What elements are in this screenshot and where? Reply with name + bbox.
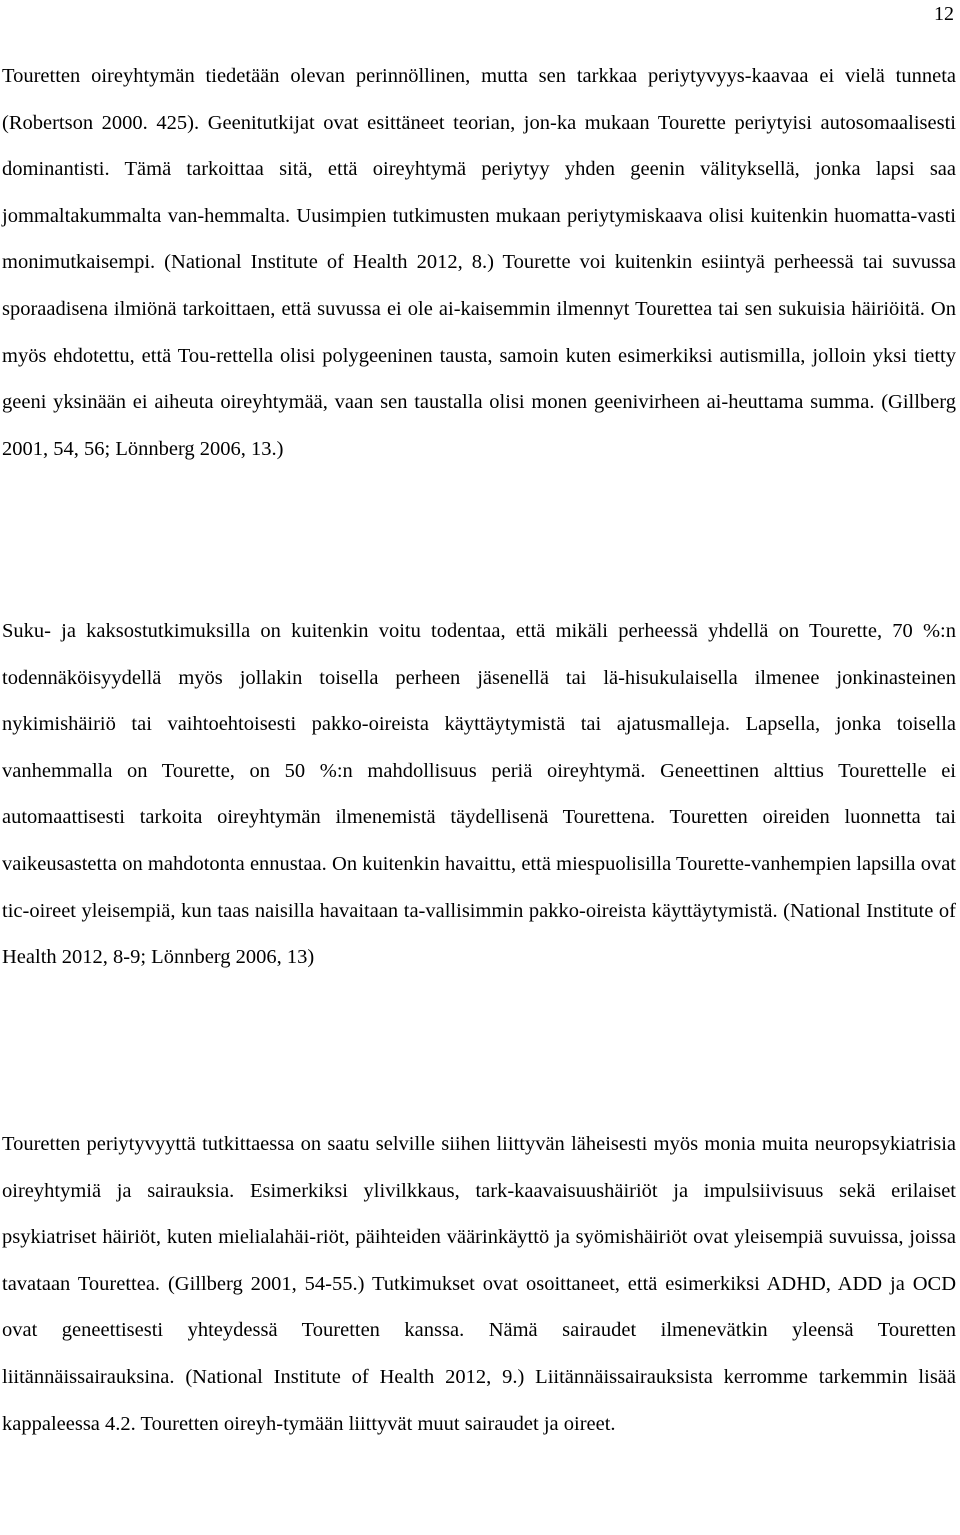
page-number: 12 (934, 3, 954, 25)
paragraph-family-twin-studies: Suku- ja kaksostutkimuksilla on kuitenkin voitu todentaa, että mikäli perheessä yhdellä on Tourette, 70 %:n todennäköisyydellä myös jollakin toisella perheen jäsenellä tai lä-hisukulaisella ilmenee jonkinasteinen nykimishäiriö tai vaihtoehtoisesti pakko-oireista käyttäytymistä tai ajatusmalleja. Lapsella, jonka toisella vanhemmalla on Tourette, on 50 %:n mahdollisuus periä oireyhtymä. Geneettinen alttius Tourettelle ei automaattisesti tarkoita oireyhtymän ilmenemistä täydellisenä Tourettena. Touretten oireiden luonnetta tai vaikeusastetta on mahdotonta ennustaa. On kuitenkin havaittu, että miespuolisilla Tourette-vanhempien lapsilla ovat tic-oireet yleisempiä, kun taas naisilla havaitaan ta-vallisimmin pakko-oireista käyttäytymistä. (National Institute of Health 2012, 8-9; Lönnberg 2006, 13) (2, 620, 956, 969)
paragraph-comorbid-disorders: Touretten periytyvyyttä tutkittaessa on saatu selville siihen liittyvän läheisesti myös monia muita neuropsykiatrisia oireyhtymiä ja sairauksia. Esimerkiksi ylivilkkaus, tark-kaavaisuushäiriöt ja impulsiivisuus sekä erilaiset psykiatriset häiriöt, kuten mielialahäi-riöt, päihteiden väärinkäyttö ja syömishäiriöt ovat yleisempiä suvuissa, joissa tavataan Tourettea. (Gillberg 2001, 54-55.) Tutkimukset ovat osoittaneet, että esimerkiksi ADHD, ADD ja OCD ovat geneettisesti yhteydessä Touretten kanssa. Nämä sairaudet ilmenevätkin yleensä Touretten liitännäissairauksina. (National Institute of Health 2012, 9.) Liitännäissairauksista kerromme tarkemmin lisää kappaleessa 4.2. Touretten oireyh-tymään liittyvät muut sairaudet ja oireet. (2, 1133, 956, 1435)
paragraph-heritability: Touretten oireyhtymän tiedetään olevan perinnöllinen, mutta sen tarkkaa periytyvyys-kaavaa ei vielä tunneta (Robertson 2000. 425). Geenitutkijat ovat esittäneet teorian, jon-ka mukaan Tourette periytyisi autosomaalisesti dominantisti. Tämä tarkoittaa sitä, että oireyhtymä periytyy yhden geenin välityksellä, jonka lapsi saa jommaltakummalta van-hemmalta. Uusimpien tutkimusten mukaan periytymiskaava olisi kuitenkin huomatta-vasti monimutkaisempi. (National Institute of Health 2012, 8.) Tourette voi kuitenkin esiintyä perheessä tai suvussa sporaadisena ilmiönä tarkoittaen, että suvussa ei ole ai-kaisemmin ilmennyt Tourettea tai sen sukuisia häiriöitä. On myös ehdotettu, että Tou-rettella olisi polygeeninen tausta, samoin kuten esimerkiksi autismilla, jolloin yksi tietty geeni yksinään ei aiheuta oireyhtymää, vaan sen taustalla olisi monen geenivirheen ai-heuttama summa. (Gillberg 2001, 54, 56; Lönnberg 2006, 13.) (2, 65, 956, 460)
